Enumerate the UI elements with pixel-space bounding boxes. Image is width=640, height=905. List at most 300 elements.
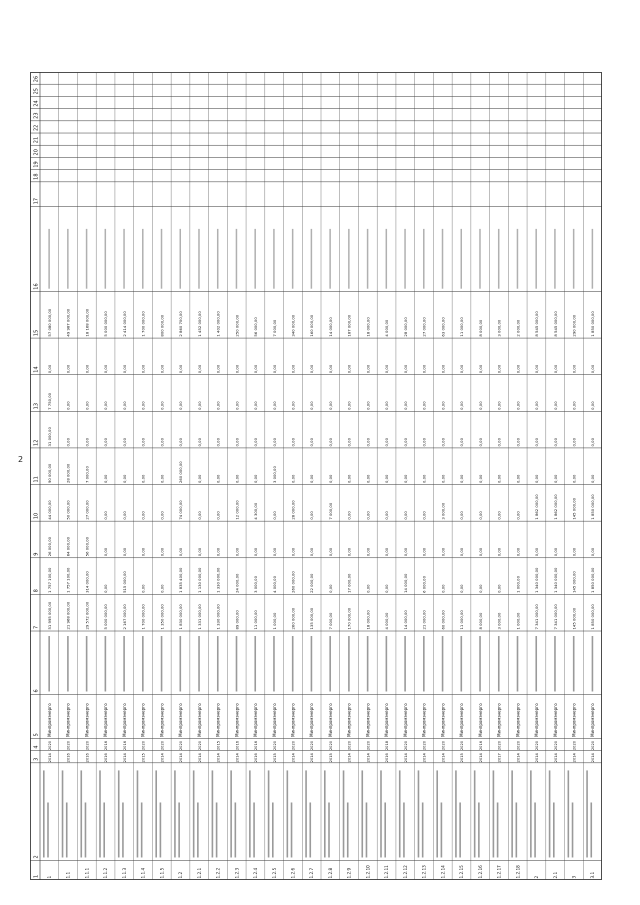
row-value: 1 757 100,00 [65, 567, 71, 593]
table-sheet-svg [30, 72, 602, 880]
row-value: 0,00 [159, 401, 165, 410]
row-value: 2 167 000,00 [121, 604, 127, 630]
row-value: 0,00 [196, 511, 202, 520]
column-number-14: 14 [33, 366, 40, 373]
row-description-text [553, 802, 555, 857]
row-number: 1.2.15 [459, 865, 465, 879]
row-value: 1 340 000,00 [534, 567, 540, 593]
row-value: 8 545 000,00 [552, 311, 558, 337]
row-value: 0,00 [421, 437, 427, 447]
row-value: 0,00 [178, 401, 184, 410]
row-value: 0,00 [309, 401, 315, 410]
row-value: 1 402 000,00 [215, 311, 221, 337]
column-number-17: 17 [33, 197, 40, 205]
row-value: 0,00 [534, 437, 540, 447]
row-funding-source [142, 636, 144, 691]
row-value: 0,00 [65, 401, 71, 410]
row-description-text [230, 770, 232, 857]
row-indicator-text [386, 229, 388, 289]
row-value: 0,00 [271, 547, 277, 557]
row-value: 89 000,00 [234, 610, 240, 630]
row-value: 28 000,00 [65, 463, 71, 484]
row-number: 1.2.2 [215, 867, 221, 879]
row-value: 0,00 [496, 364, 502, 374]
row-number: 1.2.1 [196, 867, 202, 879]
row-value: 0,00 [309, 364, 315, 374]
row-value: 0,00 [459, 437, 465, 447]
row-start-year: 2014 [516, 753, 521, 763]
row-number: 1.2.6 [290, 867, 296, 879]
row-start-year: 2014 [366, 753, 371, 763]
row-value: 0,00 [365, 511, 371, 520]
row-description-text [47, 802, 49, 857]
row-description-text [586, 770, 588, 857]
row-value: 2 000,00 [515, 319, 521, 337]
row-value: 260 000,00 [290, 571, 296, 593]
row-value: 0,00 [515, 511, 521, 520]
row-value: 63 000,00 [440, 317, 446, 337]
row-description-text [497, 802, 499, 857]
row-value: 0,00 [121, 437, 127, 447]
row-value: 0,00 [534, 547, 540, 557]
row-executor: Минпромэнерго [234, 703, 240, 737]
row-description-text [343, 770, 345, 857]
row-end-year: 2020 [422, 740, 427, 751]
row-value: 0,00 [327, 547, 333, 557]
row-value: 7 000,00 [84, 466, 90, 484]
row-number: 1.2.9 [346, 867, 352, 879]
row-value: 187 000,00 [346, 314, 352, 337]
row-indicator-text [554, 229, 556, 289]
row-value: 0,00 [590, 547, 596, 557]
row-value: 250 000,00 [234, 314, 240, 337]
row-value: 0,00 [552, 474, 558, 484]
row-value: 0,00 [590, 437, 596, 447]
column-number-16: 16 [33, 283, 40, 290]
row-end-year: 2020 [403, 740, 408, 751]
row-number: 1.2.16 [477, 865, 483, 879]
row-value: 0,00 [477, 364, 483, 374]
row-value: 7 341 000,00 [552, 604, 558, 630]
row-value: 0,00 [365, 474, 371, 484]
row-value: 160 000,00 [309, 314, 315, 337]
row-funding-source [198, 636, 200, 691]
row-value: 0,00 [365, 401, 371, 410]
row-value: 0,00 [421, 474, 427, 484]
row-value: 0,00 [477, 437, 483, 447]
row-value: 0,00 [65, 364, 71, 374]
row-value: 1 862 000,00 [552, 494, 558, 520]
row-value: 12 000,00 [234, 500, 240, 520]
row-value: 0,00 [84, 364, 90, 374]
row-description-text [328, 802, 330, 857]
row-value: 1 130 000,00 [196, 567, 202, 593]
row-start-year: 2014 [553, 753, 558, 763]
row-description-text [197, 802, 199, 857]
row-value: 1 000,00 [271, 612, 277, 630]
row-description-text [441, 802, 443, 857]
row-value: 1 350 000,00 [159, 604, 165, 630]
row-value: 0,00 [515, 474, 521, 484]
row-funding-source [498, 636, 500, 691]
row-value: 0,00 [140, 584, 146, 593]
row-end-year: 2016 [478, 740, 483, 751]
row-value: 0,00 [140, 364, 146, 374]
row-value: 0,00 [365, 437, 371, 447]
row-value: 0,00 [590, 364, 596, 374]
row-value: 0,00 [571, 364, 577, 374]
row-value: 8 545 000,00 [534, 311, 540, 337]
row-description-text [361, 770, 363, 857]
column-number-13: 13 [33, 402, 40, 410]
row-value: 28 000,00 [290, 500, 296, 520]
row-value: 0,00 [384, 547, 390, 557]
row-value: 27 000,00 [421, 317, 427, 337]
row-value: 0,00 [215, 401, 221, 410]
row-funding-source [404, 636, 406, 691]
row-value: 1 700 000,00 [140, 311, 146, 337]
row-value: 5 000 000,00 [103, 311, 109, 337]
row-description-text [62, 770, 64, 857]
row-start-year: 2014 [347, 753, 352, 763]
row-number: 2 [534, 875, 540, 879]
row-value: 145 000,00 [571, 497, 577, 520]
row-indicator-text [535, 229, 537, 289]
row-value: 0,00 [571, 401, 577, 410]
row-indicator-text [86, 229, 88, 289]
row-indicator-text [142, 229, 144, 289]
row-description-text [66, 802, 68, 857]
row-value: 0,00 [496, 474, 502, 484]
row-value: 0,00 [215, 474, 221, 484]
row-executor: Минпромэнерго [84, 703, 90, 737]
row-start-year: 2016 [104, 753, 109, 763]
row-value: 7 000,00 [327, 612, 333, 630]
row-value: 21 968 000,00 [65, 601, 71, 630]
column-number-12: 12 [33, 439, 40, 446]
row-funding-source [386, 636, 388, 691]
column-number-18: 18 [33, 173, 40, 180]
row-value: 1 452 000,00 [196, 311, 202, 337]
row-value: 0,00 [309, 437, 315, 447]
row-value: 0,00 [346, 364, 352, 374]
row-value: 0,00 [440, 401, 446, 410]
row-indicator-text [311, 229, 313, 289]
row-value: 0,00 [459, 547, 465, 557]
row-executor: Минпромэнерго [459, 703, 465, 737]
row-value: 0,00 [215, 547, 221, 557]
row-description-text [324, 770, 326, 857]
row-number: 1.2.8 [327, 867, 333, 879]
row-start-year: 2014 [47, 753, 52, 763]
row-value: 145 000,00 [571, 607, 577, 630]
row-value: 0,00 [271, 511, 277, 520]
row-description-text [380, 770, 382, 857]
row-value: 0,00 [459, 511, 465, 520]
row-number: 1.1.5 [159, 867, 165, 879]
row-value: 0,00 [384, 474, 390, 484]
row-value: 3 000,00 [271, 466, 277, 484]
row-executor: Минпромэнерго [253, 703, 259, 737]
row-value: 4 000,00 [384, 612, 390, 630]
row-start-year: 2014 [310, 753, 315, 763]
column-number-7: 7 [33, 625, 40, 630]
row-value: 0,00 [384, 511, 390, 520]
row-start-year: 2014 [160, 753, 165, 763]
row-funding-source [573, 636, 575, 691]
row-number: 3 [571, 875, 577, 879]
row-value: 0,00 [384, 401, 390, 410]
row-value: 0,00 [515, 547, 521, 557]
row-funding-source [180, 636, 182, 691]
row-value: 170 000,00 [346, 607, 352, 630]
row-executor: Минпромэнерго [121, 703, 127, 737]
row-value: 0,00 [402, 511, 408, 520]
row-end-year: 2015 [216, 740, 221, 751]
row-value: 0,00 [121, 547, 127, 557]
row-value: 0,00 [309, 474, 315, 484]
row-funding-source [254, 636, 256, 691]
row-number: 1.2.4 [253, 867, 259, 879]
row-number: 1.1 [65, 871, 71, 879]
row-funding-source [461, 636, 463, 691]
row-value: 0,00 [496, 511, 502, 520]
row-value: 0,00 [402, 474, 408, 484]
row-start-year: 2015 [141, 753, 146, 763]
row-end-year: 2020 [291, 740, 296, 751]
row-value: 1 850 000,00 [590, 494, 596, 520]
row-indicator-text [161, 229, 163, 289]
row-start-year: 2014 [291, 753, 296, 763]
row-executor: Минпромэнерго [46, 703, 52, 737]
row-value: 7 750,00 [46, 392, 52, 410]
row-end-year: 2020 [553, 740, 558, 751]
row-value: 1 700 000,00 [140, 604, 146, 630]
row-value: 56 000,00 [84, 536, 90, 557]
row-description-text [459, 802, 461, 857]
row-value: 0,00 [365, 364, 371, 374]
row-value: 1 331 000,00 [196, 604, 202, 630]
row-value: 0,00 [346, 401, 352, 410]
row-value: 0,00 [459, 364, 465, 374]
row-number: 1.2.11 [384, 865, 390, 879]
row-value: 0,00 [84, 437, 90, 447]
row-value: 0,00 [534, 364, 540, 374]
row-funding-source [329, 636, 331, 691]
row-value: 18 168 000,00 [84, 308, 90, 337]
row-end-year: 2020 [591, 740, 596, 751]
row-indicator-text [67, 229, 69, 289]
row-number: 1.2.10 [365, 865, 371, 879]
row-value: 4 000,00 [271, 575, 277, 593]
row-value: 90 000,00 [46, 463, 52, 484]
row-executor: Минпромэнерго [290, 703, 296, 737]
row-value: 11 000,00 [253, 610, 259, 630]
row-value: 0,00 [552, 401, 558, 410]
row-value: 7 000,00 [327, 502, 333, 520]
row-value: 0,00 [103, 584, 109, 593]
row-description-text [455, 770, 457, 857]
row-value: 1 835 400,00 [178, 567, 184, 593]
row-value: 0,00 [215, 511, 221, 520]
row-executor: Минпромэнерго [365, 703, 371, 737]
row-end-year: 2020 [47, 740, 52, 751]
row-value: 0,00 [440, 474, 446, 484]
row-value: 0,00 [159, 547, 165, 557]
row-executor: Минпромэнерго [327, 703, 333, 737]
row-description-text [516, 802, 518, 857]
row-number: 1.2.14 [440, 865, 446, 879]
row-executor: Минпромэнерго [384, 703, 390, 737]
row-value: 0,00 [234, 437, 240, 447]
row-executor: Минпромэнерго [346, 703, 352, 737]
row-indicator-text [517, 229, 519, 289]
row-description-text [235, 802, 237, 857]
row-executor: Минпромэнерго [552, 703, 558, 737]
row-description-text [530, 770, 532, 857]
row-value: 0,00 [121, 364, 127, 374]
row-value: 2 860 700,00 [178, 311, 184, 337]
row-value: 0,00 [159, 437, 165, 447]
row-value: 0,00 [459, 401, 465, 410]
row-indicator-text [273, 229, 275, 289]
row-start-year: 2015 [328, 753, 333, 763]
row-description-text [568, 770, 570, 857]
row-value: 0,00 [440, 437, 446, 447]
row-indicator-text [404, 229, 406, 289]
row-number: 1.1.3 [121, 867, 127, 879]
row-value: 64 000,00 [65, 536, 71, 557]
row-description-text [309, 802, 311, 857]
row-value: 1 862 000,00 [534, 494, 540, 520]
column-number-19: 19 [33, 161, 40, 168]
row-description-text [122, 802, 124, 857]
column-number-11: 11 [33, 476, 40, 483]
row-value: 0,00 [459, 584, 465, 593]
row-value: 0,00 [234, 401, 240, 410]
row-start-year: 2014 [441, 753, 446, 763]
row-executor: Минпромэнерго [534, 703, 540, 737]
row-value: 0,00 [159, 511, 165, 520]
row-indicator-text [236, 229, 238, 289]
row-start-year: 2016 [66, 753, 71, 763]
row-value: 0,00 [271, 401, 277, 410]
row-value: 0,00 [515, 437, 521, 447]
column-number-15: 15 [33, 329, 40, 337]
row-number: 1.2 [178, 871, 184, 879]
row-value: 0,00 [402, 547, 408, 557]
row-value: 0,00 [215, 437, 221, 447]
row-value: 135 000,00 [309, 607, 315, 630]
row-value: 0,00 [290, 547, 296, 557]
row-value: 0,00 [140, 437, 146, 447]
row-value: 0,00 [534, 474, 540, 484]
row-value: 7 341 000,00 [534, 604, 540, 630]
row-value: 0,00 [178, 437, 184, 447]
row-number: 1.1.1 [84, 867, 90, 879]
row-value: 0,00 [402, 401, 408, 410]
row-value: 0,00 [346, 511, 352, 520]
row-value: 0,00 [552, 547, 558, 557]
row-executor: Минпромэнерго [215, 703, 221, 737]
row-start-year: 2016 [385, 753, 390, 763]
row-indicator-text [442, 229, 444, 289]
row-value: 74 000,00 [178, 500, 184, 520]
row-value: 0,00 [515, 364, 521, 374]
row-value: 8 000,00 [477, 612, 483, 630]
row-value: 0,00 [46, 364, 52, 374]
row-value: 145 000,00 [571, 571, 577, 593]
row-start-year: 2014 [403, 753, 408, 763]
row-end-year: 2020 [441, 740, 446, 751]
row-value: 0,00 [384, 584, 390, 593]
row-value: 3 000,00 [496, 319, 502, 337]
row-description-text [384, 802, 386, 857]
row-value: 3 000,00 [253, 575, 259, 593]
row-value: 0,00 [496, 584, 502, 593]
row-funding-source [423, 636, 425, 691]
row-start-year: 2015 [272, 753, 277, 763]
row-value: 0,00 [384, 437, 390, 447]
row-description-text [436, 770, 438, 857]
row-value: 0,00 [365, 584, 371, 593]
row-value: 800 000,00 [159, 314, 165, 337]
column-number-20: 20 [33, 149, 40, 156]
column-number-22: 22 [33, 124, 40, 132]
row-description-text [178, 802, 180, 857]
row-value: 0,00 [140, 547, 146, 557]
row-indicator-text [461, 229, 463, 289]
row-value: 0,00 [590, 401, 596, 410]
row-indicator-text [48, 229, 50, 289]
row-indicator-text [123, 229, 125, 289]
row-value: 0,00 [309, 511, 315, 520]
row-value: 0,00 [402, 364, 408, 374]
row-description-text [474, 770, 476, 857]
row-funding-source [367, 636, 369, 691]
row-end-year: 2016 [122, 740, 127, 751]
row-value: 3 000,00 [440, 502, 446, 520]
row-value: 17 000,00 [346, 573, 352, 593]
row-value: 314 000,00 [84, 571, 90, 593]
row-value: 4 300,00 [253, 502, 259, 520]
row-value: 0,00 [327, 401, 333, 410]
row-value: 0,00 [271, 437, 277, 447]
row-end-year: 2020 [497, 740, 502, 751]
row-value: 1 850 000,00 [590, 567, 596, 593]
row-value: 7 000,00 [271, 319, 277, 337]
row-funding-source [48, 636, 50, 691]
row-value: 28 000,00 [402, 317, 408, 337]
row-value: 29 572 000,00 [84, 601, 90, 630]
row-executor: Минпромэнерго [440, 703, 446, 737]
row-value: 0,00 [159, 584, 165, 593]
row-executor: Минпромэнерго [159, 703, 165, 737]
row-description-text [103, 802, 105, 857]
row-end-year: 2020 [347, 740, 352, 751]
row-value: 0,00 [121, 401, 127, 410]
row-description-text [174, 770, 176, 857]
row-indicator-text [217, 229, 219, 289]
row-value: 0,00 [327, 474, 333, 484]
row-value: 44 000,00 [46, 500, 52, 520]
row-value: 1 757 100,00 [46, 567, 52, 593]
rotated-table-sheet [30, 72, 602, 880]
row-end-year: 2020 [160, 740, 165, 751]
row-executor: Минпромэнерго [103, 703, 109, 737]
row-value: 26 000,00 [46, 536, 52, 557]
row-executor: Минпромэнерго [65, 703, 71, 737]
